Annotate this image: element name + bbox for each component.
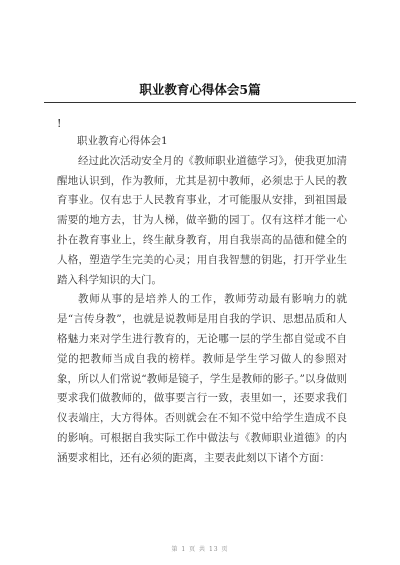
stray-mark: ! bbox=[57, 117, 62, 130]
paragraph-2: 教师从事的是培养人的工作，教师劳动最有影响力的就是“言传身教”，也就是说教师是用自我的学识、思想品质和人格魅力来对学生进行教育的，无论哪一层的学生都自觉或不自觉的把教师当成自我的榜样。教师是学生学习做人的参照对象，所以人们常说“教师是镜子，学生是教师的影子。”以身做则要求我们做教师的，做事要言行一致，表里如一，还要求我们仪表端庄，大方得体。否则就会在不知不觉中给学生造成不良的影响。可根据自我实际工作中做法与《教师职业道德》的内涵要求相比，还有必须的距离，主要表此刻以下诸个方面： bbox=[57, 293, 347, 464]
paragraph-1: 经过此次活动安全月的《教师职业道德学习》，使我更加清醒地认识到，作为教师，尤其是初中教师，必须忠于人民的教育事业。仅有忠于人民教育事业，才可能服从安排，到祖国最需要的地方去，甘为人梯，做辛勤的园丁。仅有这样才能一心扑在教育事业上，终生献身教育，用自我崇高的品德和健全的人格，塑造学生完美的心灵；用自我智慧的钥匙，打开学业生踏入科学知识的大门。 bbox=[57, 154, 347, 286]
document-body bbox=[57, 132, 347, 469]
document-title: 职业教育心得体会5篇 bbox=[139, 82, 261, 97]
title-divider bbox=[44, 102, 356, 103]
page-footer: 第 1 页 共 13 页 bbox=[171, 546, 229, 553]
section-heading: 职业教育心得体会1 bbox=[77, 135, 168, 147]
